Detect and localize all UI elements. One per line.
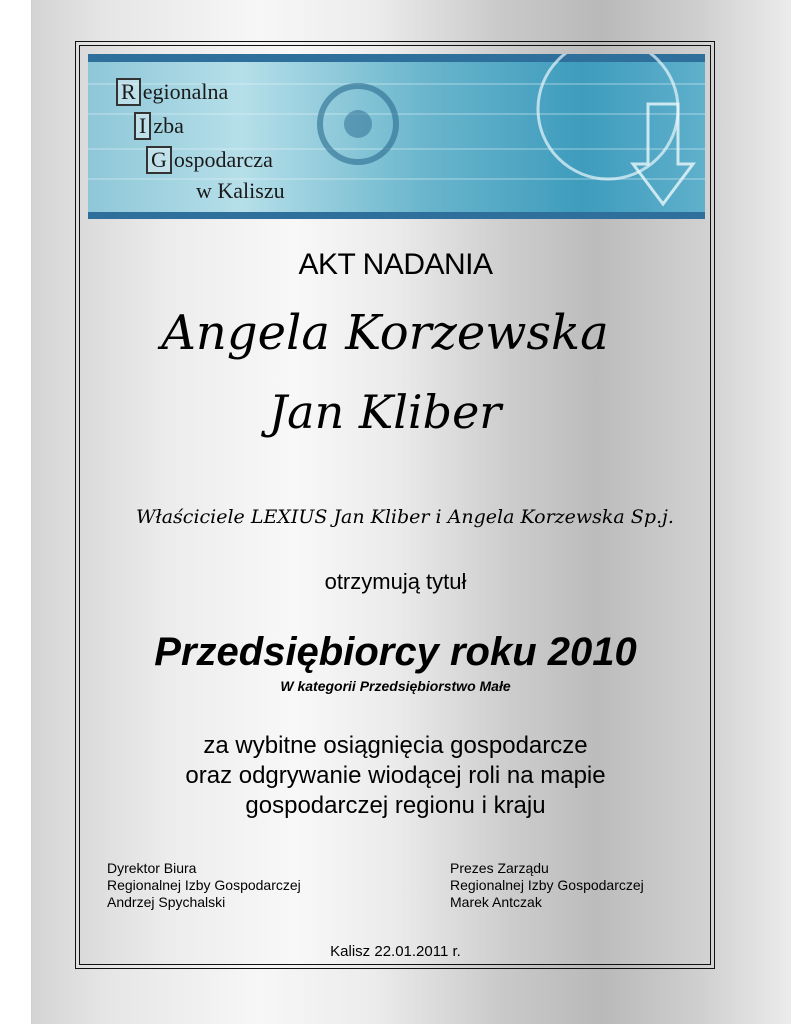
signature-role: Dyrektor Biura (107, 860, 197, 876)
logo-word-3: ospodarcza (173, 147, 273, 172)
signature-person: Andrzej Spychalski (107, 894, 226, 910)
award-title: Przedsiębiorcy roku 2010 (154, 630, 637, 674)
logo-initial-r: R (116, 78, 141, 106)
signature-organization: Regionalnej Izby Gospodarczej (450, 877, 644, 893)
reason-line: oraz odgrywanie wiodącej roli na mapie (185, 762, 606, 789)
receive-text: otrzymują tytuł (324, 569, 467, 594)
clock-icon (538, 54, 678, 179)
place-date: Kalisz 22.01.2011 r. (330, 943, 461, 960)
signature-role: Prezes Zarządu (450, 860, 549, 876)
reason-line: gospodarczej regionu i kraju (245, 792, 546, 819)
signature-organization: Regionalnej Izby Gospodarczej (107, 877, 301, 893)
logo-initial-i: I (134, 112, 151, 140)
signature-block-president (450, 860, 644, 911)
certificate-title: AKT NADANIA (298, 248, 493, 281)
signature-person: Marek Antczak (450, 894, 542, 910)
logo-word-2: zba (153, 113, 184, 138)
logo-word-1: egionalna (142, 79, 229, 104)
logo-initial-g: G (146, 146, 172, 174)
owners-line: Właściciele LEXIUS Jan Kliber i Angela Korzewska Sp.j. (136, 506, 674, 528)
header-banner (88, 54, 705, 219)
award-reason (0, 731, 791, 821)
award-category: W kategorii Przedsiębiorstwo Małe (280, 678, 511, 694)
reason-line: za wybitne osiągnięcia gospodarcze (203, 732, 588, 759)
signature-block-director (107, 860, 301, 911)
recipient-name-2: Jan Kliber (268, 385, 502, 439)
recipient-name-1: Angela Korzewska (161, 305, 609, 361)
logo-location: w Kaliszu (196, 178, 285, 203)
